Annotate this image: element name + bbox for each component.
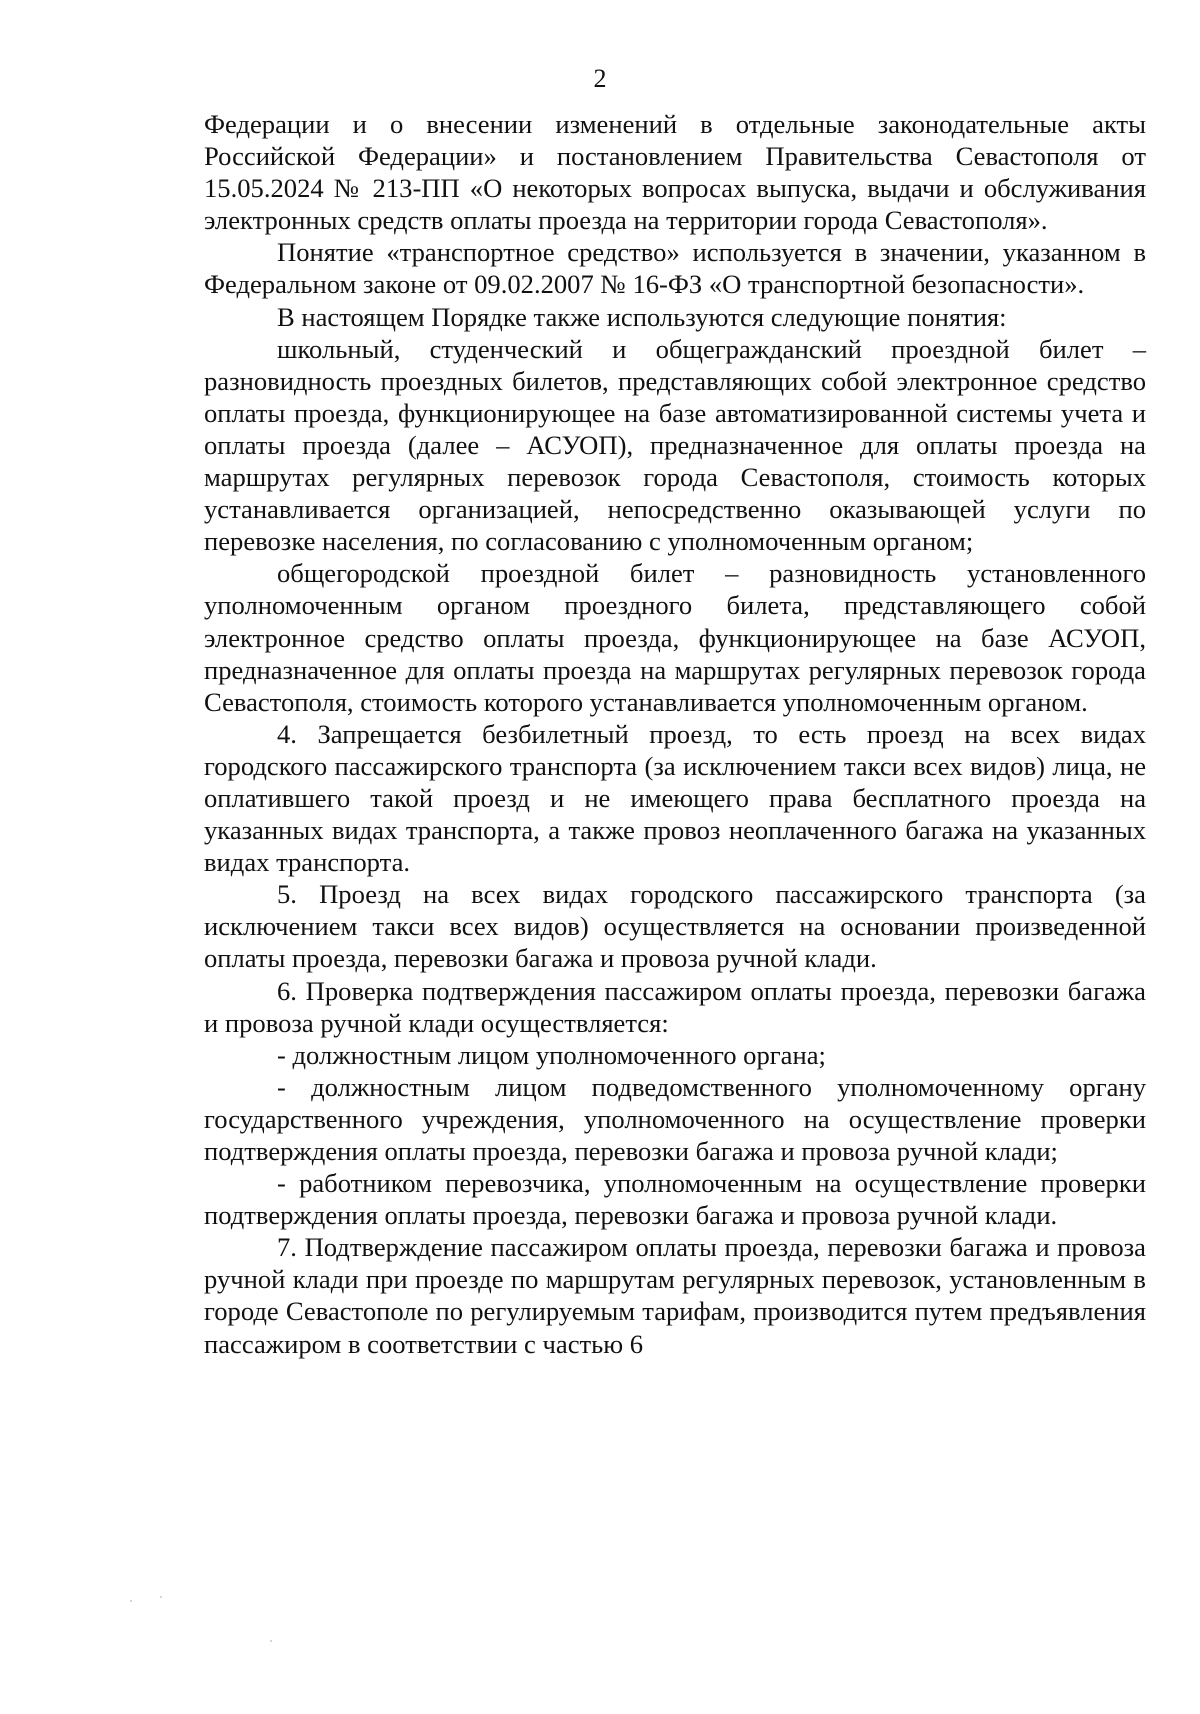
list-item-carrier-employee: - работником перевозчика, уполномоченным на осуществление проверки подтверждения оплаты проезда, перевозки багажа и провоза ручной клади.	[204, 1168, 1146, 1231]
list-item-authority-official: - должностным лицом уполномоченного органа;	[277, 1039, 826, 1070]
paragraph-city-ticket: общегородской проездной билет – разновидность установленного уполномоченным органом проездного билета, представляющего собой электронное средство оплаты проезда, функционирующее на базе АСУОП, предназначенное для оплаты проезда на маршрутах регулярных перевозок города Севастополя, стоимость которого устанавливается уполномоченным органом.	[204, 558, 1146, 717]
paragraph-terms-intro: В настоящем Порядке также используются следующие понятия:	[277, 301, 1007, 332]
page-number: 2	[593, 64, 607, 93]
list-item-institution-official: - должностным лицом подведомственного уполномоченному органу государственного учреждения, уполномоченного на осуществление проверки подтверждения оплаты проезда, перевозки багажа и провоза ручной клади;	[204, 1071, 1146, 1166]
paragraph-school-student-ticket: школьный, студенческий и общегражданский проездной билет – разновидность проездных билетов, представляющих собой электронное средство оплаты проезда, функционирующее на базе автоматизированной системы учета и оплаты проезда (далее – АСУОП), предназначенное для оплаты проезда на маршрутах регулярных перевозок города Севастополя, стоимость которых устанавливается организацией, непосредственно оказывающей услуги по перевозке населения, по согласованию с уполномоченным органом;	[204, 333, 1146, 557]
paragraph-intro-continuation: Федерации и о внесении изменений в отдельные законодательные акты Российской Федерации» и постановлением Правительства Севастополя от 15.05.2024 № 213-ПП «О некоторых вопросах выпуска, выдачи и обслуживания электронных средств оплаты проезда на территории города Севастополя».	[204, 109, 1146, 236]
paragraph-item-5: 5. Проезд на всех видах городского пассажирского транспорта (за исключением такси всех видов) осуществляется на основании произведенной оплаты проезда, перевозки багажа и провоза ручной клади.	[204, 879, 1146, 974]
paragraph-transport-vehicle-definition: Понятие «транспортное средство» используется в значении, указанном в Федеральном законе от 09.02.2007 № 16-ФЗ «О транспортной безопасности».	[204, 237, 1146, 300]
paragraph-item-6: 6. Проверка подтверждения пассажиром оплаты проезда, перевозки багажа и провоза ручной клади осуществляется:	[204, 975, 1146, 1038]
scan-artifact	[270, 1640, 272, 1642]
scan-artifact	[130, 1600, 132, 1602]
body-text	[204, 108, 1146, 1360]
scan-artifact	[160, 1596, 162, 1598]
paragraph-item-7: 7. Подтверждение пассажиром оплаты проезда, перевозки багажа и провоза ручной клади при проезде по маршрутам регулярных перевозок, установленным в городе Севастополе по регулируемым тарифам, производится путем предъявления пассажиром в соответствии с частью 6	[204, 1232, 1146, 1359]
paragraph-item-4: 4. Запрещается безбилетный проезд, то есть проезд на всех видах городского пассажирского транспорта (за исключением такси всех видов) лица, не оплатившего такой проезд и не имеющего права бесплатного проезда на указанных видах транспорта, а также провоз неоплаченного багажа на указанных видах транспорта.	[204, 718, 1146, 878]
